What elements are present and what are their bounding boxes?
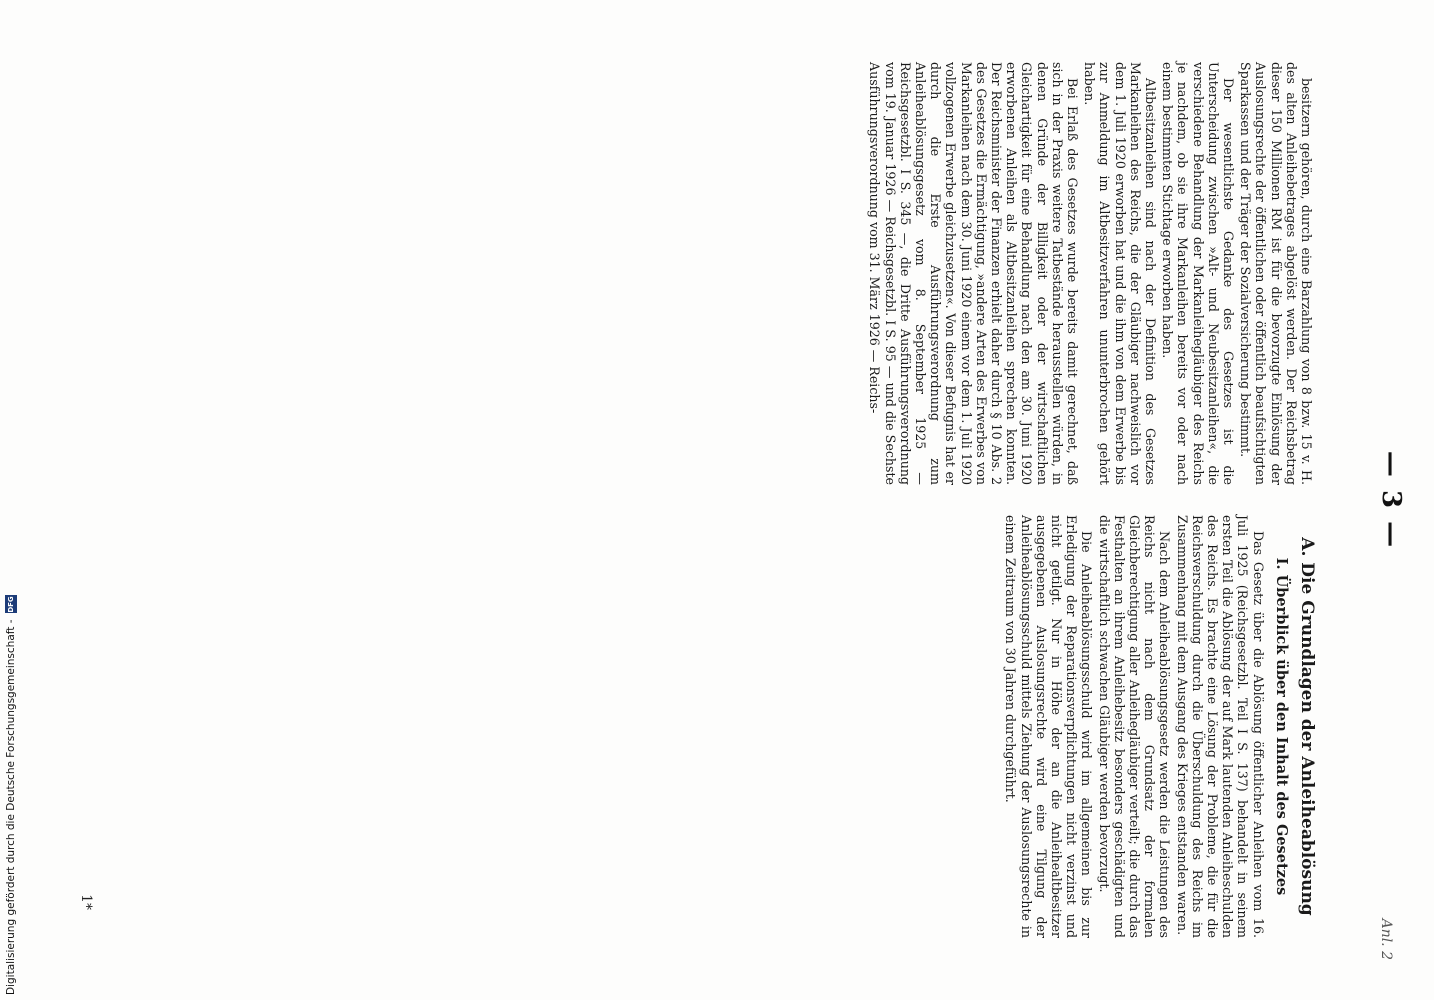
digitization-footer [4, 0, 18, 995]
section-heading: A. Die Grundlagen der Anleiheablösung [1297, 537, 1317, 916]
paragraph: besitzern gehören, durch eine Barzahlung von 8 bzw. 15 v. H. des alten Anleihebetrages abgelöst werden. Der Reichsbetrag dieser 150 Millionen RM ist für die bevorzugte Einlösung der Auslosungsrechte der öffentlichen oder öffentlich beaufsichtigten Sparkassen und der Träger der Sozialversicherung bestimmt. [1238, 62, 1314, 485]
paragraph: Das Gesetz über die Ablösung öffentlicher Anleihen vom 16. Juli 1925 (Reichsgesetzbl. Teil I S. 137) behandelt in seinem ersten Teil die Ablösung der auf Mark lautenden Anleiheschulden des Reichs. Es brachte eine Lösung der Probleme, die für die Reichsverschuldung durch die Überschuldung des Reichs im Zusammenhang mit dem Ausgang des Krieges entstanden waren. [1174, 515, 1266, 938]
paragraph: Bei Erlaß des Gesetzes wurde bereits damit gerechnet, daß sich in der Praxis weitere Tatbestände herausstellen würden, in denen Gründe der Billigkeit oder der wirtschaftlichen Gleichartigkeit für eine Behandlung nach den am 30. Juni 1920 erworbenen Anleihen als Altbesitzanleihen sprechen konnten. Der Reichsminister der Finanzen erhielt daher durch § 10 Abs. 2 des Gesetzes die Ermächtigung, »andere Arten des Erwerbes von Markanleihen nach dem 30. Juni 1920 einem vor dem 1. Juli 1920 vollzogenen Erwerbe gleichzusetzen«. Von dieser Befugnis hat er durch die Erste Ausführungsverordnung zum Anleiheablösungsgesetz vom 8. September 1925 — Reichsgesetzbl. I S. 345 —, die Dritte Ausführungsverordnung vom 19. Januar 1926 — Reichsgesetzbl. I S. 95 — und die Sechste Ausführungsverordnung vom 31. März 1926 — Reichs- [867, 62, 1080, 485]
paragraph: Die Anleiheablösungsschuld wird im allgemeinen bis zur Erledigung der Reparationsverpflichtungen nicht verzinst und nicht getilgt. Nur in Höhe der an die Anleihealtbesitzer ausgegebenen Auslosungsrechte wird eine Tilgung der Anleiheablösungsschuld mittels Ziehung der Auslosungsrechte in einem Zeitraum von 30 Jahren durchgeführt. [1003, 515, 1095, 938]
subsection-heading: I. Überblick über den Inhalt des Gesetzes [1272, 557, 1290, 896]
paragraph: Altbesitzanleihen sind nach der Definition des Gesetzes Markanleihen des Reichs, die der Gläubiger nachweislich vor dem 1. Juli 1920 erworben hat und die ihm von dem Erwerbe bis zur Anmeldung im Altbesitzverfahren ununterbrochen gehört haben. [1082, 62, 1158, 485]
footer-text: Digitalisierung gefördert durch die Deutsche Forschungsgemeinschaft - [5, 619, 17, 995]
dfg-logo-icon: DFG [7, 596, 15, 613]
paragraph: Der wesentlichste Gedanke des Gesetzes ist die Unterscheidung zwischen »Alt- und Neubesitzanleihen«, die verschiedene Behandlung der Markanleihegläubiger des Reichs je nachdem, ob sie ihre Markanleihen bereits vor oder nach einem bestimmten Stichtage erworben haben. [1160, 62, 1236, 485]
signature-mark: 1* [78, 894, 94, 910]
paragraph: Nach dem Anleiheablösungsgesetz werden die Leistungen des Reichs nicht nach dem Grundsatz der formalen Gleichberechtigung aller Anleihegläubiger verteilt; die durch das Festhalten an ihrem Anleihebesitz besonders geschädigten und die wirtschaftlich schwachen Gläubiger werden bevorzugt. [1096, 515, 1173, 938]
column-left [124, 515, 1317, 938]
column-right [124, 62, 1314, 485]
margin-note: Anl. 2 [1378, 918, 1394, 960]
page-number: — 3 — [1376, 450, 1406, 550]
text-columns [124, 62, 1317, 938]
